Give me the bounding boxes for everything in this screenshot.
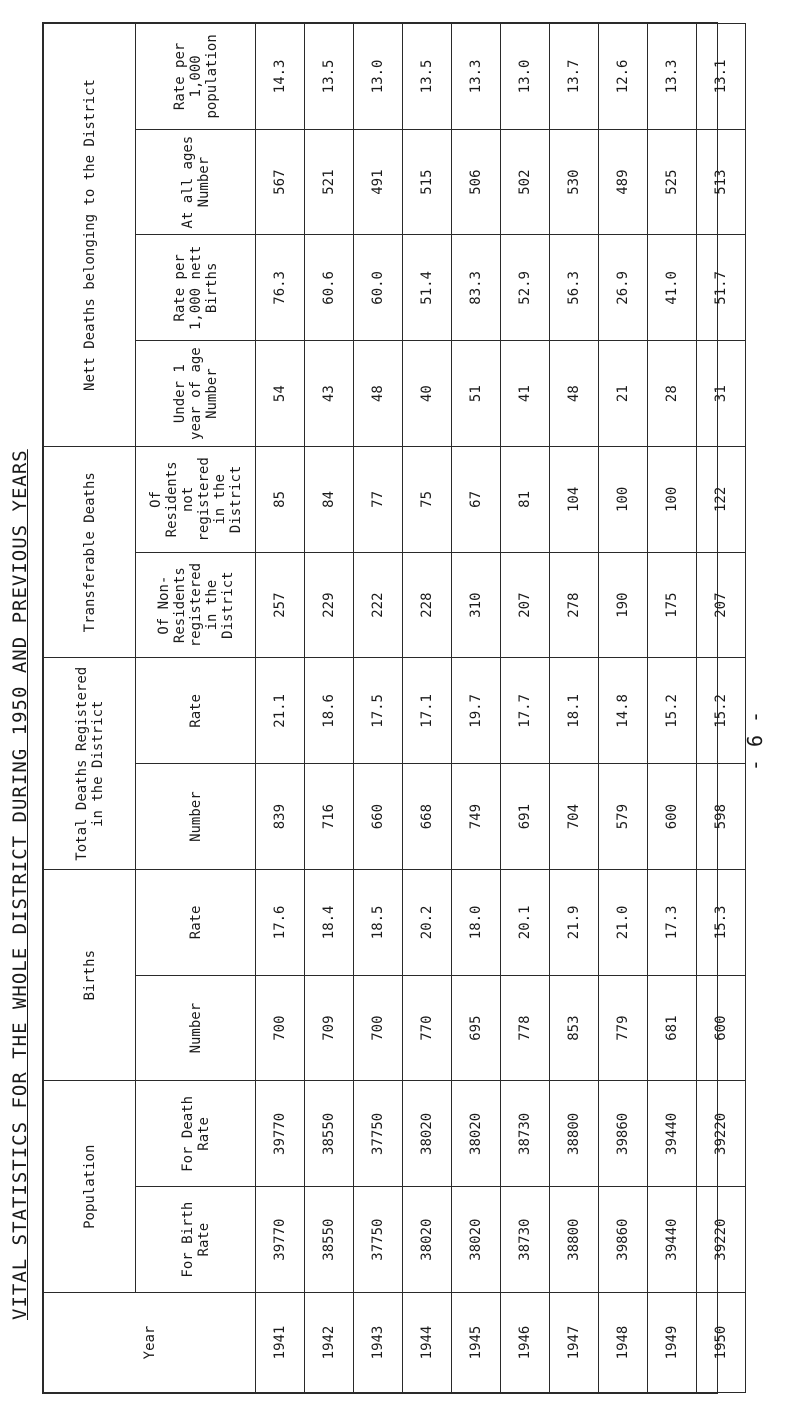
header-under-one-number-label: Number bbox=[203, 368, 220, 419]
cell-non-res: 207 bbox=[501, 552, 550, 658]
table-row bbox=[256, 24, 305, 1393]
cell-year: 1941 bbox=[256, 1293, 305, 1393]
cell-pop-death: 38800 bbox=[550, 1081, 599, 1187]
header-under-one-rate: Rate per 1,000 nett Births bbox=[136, 235, 256, 341]
header-all-ages-number bbox=[136, 129, 256, 235]
cell-pop-birth: 39860 bbox=[599, 1187, 648, 1293]
cell-births-number: 600 bbox=[697, 975, 746, 1081]
cell-births-rate: 15.3 bbox=[697, 870, 746, 976]
cell-births-number: 681 bbox=[648, 975, 697, 1081]
cell-non-res: 257 bbox=[256, 552, 305, 658]
cell-all-rate: 13.5 bbox=[305, 24, 354, 130]
cell-births-number: 770 bbox=[403, 975, 452, 1081]
header-deaths-rate: Rate bbox=[136, 658, 256, 764]
cell-births-number: 853 bbox=[550, 975, 599, 1081]
header-all-ages-rate: Rate per 1,000 population bbox=[136, 24, 256, 130]
cell-u1-rate: 60.0 bbox=[354, 235, 403, 341]
cell-births-rate: 18.0 bbox=[452, 870, 501, 976]
header-nett-deaths: Nett Deaths belonging to the District bbox=[44, 24, 136, 447]
cell-all-rate: 13.7 bbox=[550, 24, 599, 130]
cell-all-number: 491 bbox=[354, 129, 403, 235]
table-row bbox=[599, 24, 648, 1393]
header-all-ages-label: At all ages bbox=[179, 135, 196, 229]
cell-res: 100 bbox=[648, 447, 697, 553]
cell-births-number: 700 bbox=[354, 975, 403, 1081]
header-births: Births bbox=[44, 870, 136, 1082]
cell-births-rate: 17.6 bbox=[256, 870, 305, 976]
cell-pop-birth: 37750 bbox=[354, 1187, 403, 1293]
cell-deaths-number: 598 bbox=[697, 764, 746, 870]
cell-births-rate: 21.0 bbox=[599, 870, 648, 976]
header-year: Year bbox=[44, 1293, 256, 1393]
header-all-ages-number-label: Number bbox=[195, 156, 212, 208]
cell-res: 81 bbox=[501, 447, 550, 553]
cell-deaths-number: 716 bbox=[305, 764, 354, 870]
cell-deaths-rate: 19.7 bbox=[452, 658, 501, 764]
cell-u1-rate: 56.3 bbox=[550, 235, 599, 341]
cell-all-number: 530 bbox=[550, 129, 599, 235]
cell-all-rate: 13.3 bbox=[452, 24, 501, 130]
header-births-number: Number bbox=[136, 975, 256, 1081]
cell-deaths-rate: 17.7 bbox=[501, 658, 550, 764]
cell-pop-birth: 38020 bbox=[403, 1187, 452, 1293]
table-row bbox=[501, 24, 550, 1393]
cell-births-number: 779 bbox=[599, 975, 648, 1081]
cell-deaths-rate: 21.1 bbox=[256, 658, 305, 764]
cell-births-number: 709 bbox=[305, 975, 354, 1081]
cell-year: 1948 bbox=[599, 1293, 648, 1393]
cell-deaths-number: 600 bbox=[648, 764, 697, 870]
cell-u1-rate: 60.6 bbox=[305, 235, 354, 341]
cell-u1-number: 48 bbox=[354, 341, 403, 447]
cell-births-rate: 18.4 bbox=[305, 870, 354, 976]
cell-u1-number: 21 bbox=[599, 341, 648, 447]
cell-res: 84 bbox=[305, 447, 354, 553]
cell-births-rate: 18.5 bbox=[354, 870, 403, 976]
cell-non-res: 190 bbox=[599, 552, 648, 658]
cell-u1-number: 48 bbox=[550, 341, 599, 447]
cell-deaths-rate: 18.6 bbox=[305, 658, 354, 764]
cell-all-rate: 13.1 bbox=[697, 24, 746, 130]
cell-res: 67 bbox=[452, 447, 501, 553]
cell-births-rate: 20.1 bbox=[501, 870, 550, 976]
cell-year: 1946 bbox=[501, 1293, 550, 1393]
cell-all-number: 521 bbox=[305, 129, 354, 235]
cell-births-number: 695 bbox=[452, 975, 501, 1081]
cell-births-number: 778 bbox=[501, 975, 550, 1081]
cell-deaths-number: 668 bbox=[403, 764, 452, 870]
cell-u1-number: 43 bbox=[305, 341, 354, 447]
cell-u1-number: 28 bbox=[648, 341, 697, 447]
cell-all-rate: 13.5 bbox=[403, 24, 452, 130]
cell-u1-number: 54 bbox=[256, 341, 305, 447]
cell-all-number: 489 bbox=[599, 129, 648, 235]
cell-res: 75 bbox=[403, 447, 452, 553]
vital-statistics-table bbox=[43, 23, 746, 1393]
page-title: VITAL STATISTICS FOR THE WHOLE DISTRICT DURING 1950 AND PREVIOUS YEARS bbox=[9, 449, 31, 1320]
cell-births-rate: 20.2 bbox=[403, 870, 452, 976]
cell-non-res: 310 bbox=[452, 552, 501, 658]
cell-all-rate: 14.3 bbox=[256, 24, 305, 130]
cell-year: 1945 bbox=[452, 1293, 501, 1393]
cell-pop-birth: 38020 bbox=[452, 1187, 501, 1293]
cell-u1-number: 41 bbox=[501, 341, 550, 447]
table-row bbox=[648, 24, 697, 1393]
cell-deaths-rate: 15.2 bbox=[697, 658, 746, 764]
cell-u1-rate: 51.4 bbox=[403, 235, 452, 341]
header-transferable-deaths: Transferable Deaths bbox=[44, 447, 136, 659]
cell-year: 1942 bbox=[305, 1293, 354, 1393]
vital-statistics-table-frame bbox=[42, 22, 729, 1394]
cell-deaths-rate: 15.2 bbox=[648, 658, 697, 764]
header-under-one-number bbox=[136, 341, 256, 447]
cell-deaths-number: 660 bbox=[354, 764, 403, 870]
cell-non-res: 207 bbox=[697, 552, 746, 658]
cell-all-rate: 13.0 bbox=[354, 24, 403, 130]
cell-deaths-number: 839 bbox=[256, 764, 305, 870]
header-pop-death-rate: For Death Rate bbox=[136, 1081, 256, 1187]
cell-deaths-rate: 17.5 bbox=[354, 658, 403, 764]
cell-deaths-number: 691 bbox=[501, 764, 550, 870]
cell-pop-death: 38550 bbox=[305, 1081, 354, 1187]
cell-births-rate: 17.3 bbox=[648, 870, 697, 976]
table-row bbox=[550, 24, 599, 1393]
cell-deaths-number: 704 bbox=[550, 764, 599, 870]
cell-all-rate: 12.6 bbox=[599, 24, 648, 130]
cell-births-rate: 21.9 bbox=[550, 870, 599, 976]
cell-pop-death: 39440 bbox=[648, 1081, 697, 1187]
cell-non-res: 222 bbox=[354, 552, 403, 658]
cell-pop-death: 37750 bbox=[354, 1081, 403, 1187]
cell-pop-death: 39860 bbox=[599, 1081, 648, 1187]
cell-pop-death: 38020 bbox=[403, 1081, 452, 1187]
header-total-deaths: Total Deaths Registered in the District bbox=[44, 658, 136, 870]
header-births-rate: Rate bbox=[136, 870, 256, 976]
cell-u1-rate: 41.0 bbox=[648, 235, 697, 341]
table-row bbox=[354, 24, 403, 1393]
cell-deaths-rate: 18.1 bbox=[550, 658, 599, 764]
header-under-one-label: Under 1 year of age bbox=[171, 347, 204, 440]
cell-all-number: 513 bbox=[697, 129, 746, 235]
cell-all-number: 525 bbox=[648, 129, 697, 235]
cell-pop-birth: 39220 bbox=[697, 1187, 746, 1293]
cell-deaths-number: 749 bbox=[452, 764, 501, 870]
cell-res: 77 bbox=[354, 447, 403, 553]
cell-res: 104 bbox=[550, 447, 599, 553]
cell-u1-rate: 26.9 bbox=[599, 235, 648, 341]
cell-non-res: 229 bbox=[305, 552, 354, 658]
cell-pop-birth: 39440 bbox=[648, 1187, 697, 1293]
cell-all-number: 567 bbox=[256, 129, 305, 235]
cell-pop-birth: 39770 bbox=[256, 1187, 305, 1293]
table-row bbox=[305, 24, 354, 1393]
cell-year: 1949 bbox=[648, 1293, 697, 1393]
cell-deaths-number: 579 bbox=[599, 764, 648, 870]
cell-u1-number: 31 bbox=[697, 341, 746, 447]
table-row bbox=[403, 24, 452, 1393]
cell-res: 100 bbox=[599, 447, 648, 553]
header-pop-birth-rate: For Birth Rate bbox=[136, 1187, 256, 1293]
cell-year: 1947 bbox=[550, 1293, 599, 1393]
cell-deaths-rate: 17.1 bbox=[403, 658, 452, 764]
cell-year: 1943 bbox=[354, 1293, 403, 1393]
cell-year: 1950 bbox=[697, 1293, 746, 1393]
cell-pop-death: 39220 bbox=[697, 1081, 746, 1187]
cell-deaths-rate: 14.8 bbox=[599, 658, 648, 764]
cell-pop-death: 38730 bbox=[501, 1081, 550, 1187]
cell-pop-death: 39770 bbox=[256, 1081, 305, 1187]
cell-non-res: 228 bbox=[403, 552, 452, 658]
cell-pop-death: 38020 bbox=[452, 1081, 501, 1187]
cell-pop-birth: 38550 bbox=[305, 1187, 354, 1293]
cell-all-rate: 13.0 bbox=[501, 24, 550, 130]
cell-all-number: 506 bbox=[452, 129, 501, 235]
cell-u1-rate: 83.3 bbox=[452, 235, 501, 341]
cell-pop-birth: 38800 bbox=[550, 1187, 599, 1293]
cell-non-res: 175 bbox=[648, 552, 697, 658]
header-deaths-number: Number bbox=[136, 764, 256, 870]
page-number: - 6 - bbox=[743, 710, 767, 772]
cell-non-res: 278 bbox=[550, 552, 599, 658]
header-population: Population bbox=[44, 1081, 136, 1293]
header-residents: Of Residents not registered in the District bbox=[136, 447, 256, 553]
table-body bbox=[256, 24, 746, 1393]
cell-u1-number: 40 bbox=[403, 341, 452, 447]
cell-all-number: 502 bbox=[501, 129, 550, 235]
cell-births-number: 700 bbox=[256, 975, 305, 1081]
table-row bbox=[452, 24, 501, 1393]
cell-u1-rate: 76.3 bbox=[256, 235, 305, 341]
cell-all-number: 515 bbox=[403, 129, 452, 235]
cell-u1-rate: 52.9 bbox=[501, 235, 550, 341]
cell-all-rate: 13.3 bbox=[648, 24, 697, 130]
header-non-residents: Of Non-Residents registered in the District bbox=[136, 552, 256, 658]
cell-pop-birth: 38730 bbox=[501, 1187, 550, 1293]
cell-year: 1944 bbox=[403, 1293, 452, 1393]
cell-u1-rate: 51.7 bbox=[697, 235, 746, 341]
cell-res: 85 bbox=[256, 447, 305, 553]
cell-u1-number: 51 bbox=[452, 341, 501, 447]
cell-res: 122 bbox=[697, 447, 746, 553]
